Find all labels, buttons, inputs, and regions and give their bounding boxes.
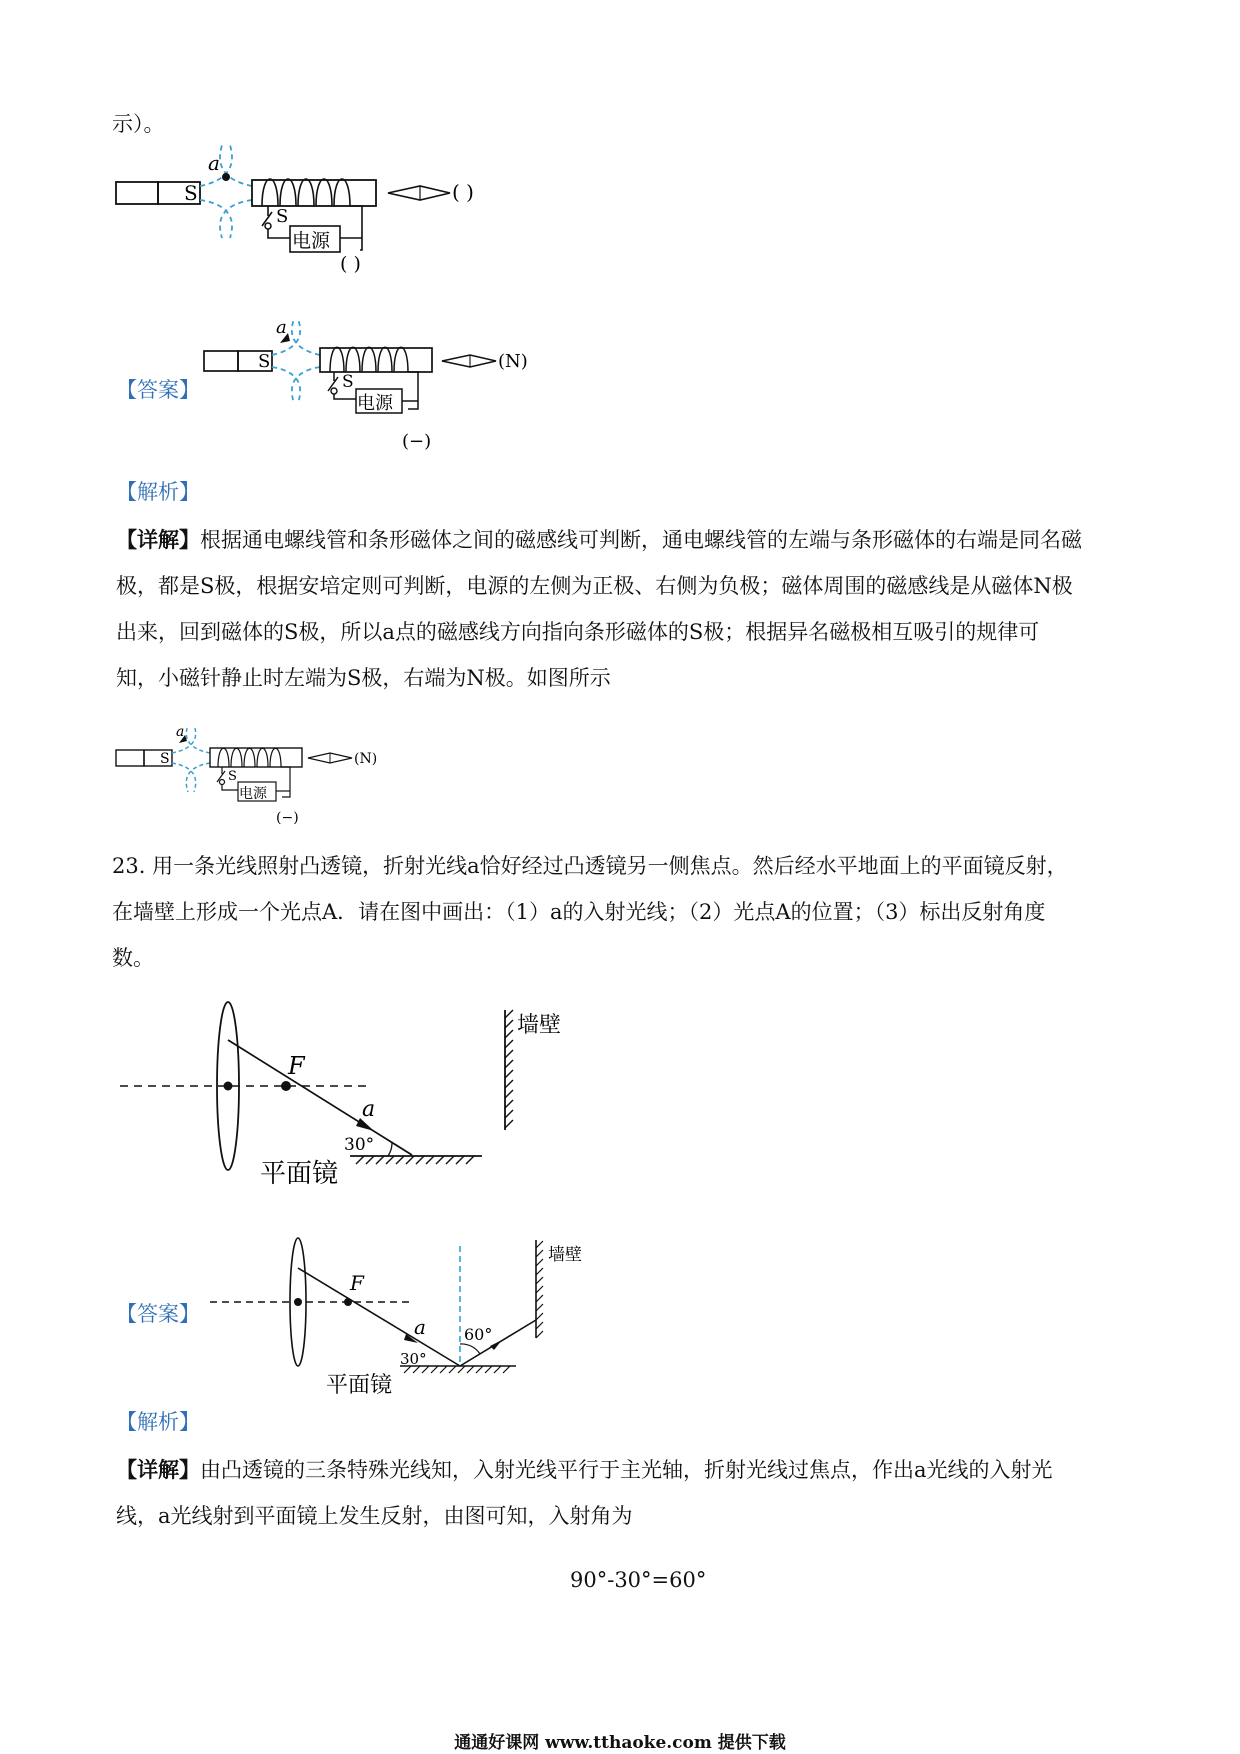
mirror-hatch <box>356 1156 474 1164</box>
q22-answer-figure <box>196 315 616 460</box>
answer-needle-pole: (N) <box>498 351 528 372</box>
q22-figure <box>100 140 580 300</box>
wall-label: 墙壁 <box>517 1013 562 1038</box>
power-label: 电源 <box>292 230 331 252</box>
angle-arc <box>388 1142 392 1156</box>
q23-equation: 90°-30°=60° <box>570 1568 707 1592</box>
compass-needle <box>388 186 450 200</box>
answer-switch-label: S <box>342 372 354 392</box>
q23-line-2: 在墙壁上形成一个光点A．请在图中画出：（1）a的入射光线；（2）光点A的位置；（3）标出反射角度 <box>112 900 1046 924</box>
refracted-ray-a <box>228 1040 412 1155</box>
needle-blank: ( ) <box>452 180 474 204</box>
magnet-pole-label: S <box>184 181 198 205</box>
q22-detail-line-1: 【详解】根据通电螺线管和条形磁体之间的磁感线可判断，通电螺线管的左端与条形磁体的右端是同名磁 <box>116 527 1082 552</box>
q23-line-3: 数。 <box>112 946 154 970</box>
answer-magnet-pole: S <box>258 351 271 372</box>
answer-point-label: a <box>276 317 287 338</box>
angle-label: 30° <box>344 1135 375 1155</box>
lens-center <box>224 1082 233 1091</box>
point-a <box>222 173 230 181</box>
top-fragment: 示）。 <box>112 112 165 136</box>
small-switch-label: S <box>228 769 237 784</box>
focus-label: F <box>288 1052 305 1080</box>
answer-power-polarity: (−) <box>402 431 432 452</box>
small-power-label: 电源 <box>239 786 267 802</box>
small-point-label: a <box>176 724 185 740</box>
switch-pivot <box>265 223 271 229</box>
q22-detail-line-3: 出来，回到磁体的S极，所以a点的磁感线方向指向条形磁体的S极；根据异名磁极相互吸引的规律可 <box>116 620 1040 644</box>
q22-detail-line-2: 极，都是S极，根据安培定则可判断，电源的左侧为正极、右侧为负极；磁体周围的磁感线是从磁体N极 <box>116 574 1073 598</box>
q22-answer-label: 【答案】 <box>116 378 200 402</box>
answer-angle-label: 30° <box>400 1350 427 1368</box>
focus-point <box>281 1081 291 1091</box>
answer-power-label: 电源 <box>357 393 393 414</box>
reflect-angle-arc <box>460 1344 480 1354</box>
small-magnet-pole: S <box>160 751 170 767</box>
small-power-polarity: (−) <box>276 810 299 826</box>
wall-hatch <box>505 1010 513 1128</box>
switch-label: S <box>276 206 289 227</box>
coil <box>262 179 350 206</box>
q23-detail-line-2: 线，a光线射到平面镜上发生反射，由图可知，入射角为 <box>116 1504 633 1528</box>
small-needle-pole: (N) <box>354 751 378 767</box>
power-blank: ( ) <box>340 253 361 275</box>
ray-label: a <box>362 1097 376 1122</box>
bar-magnet-left <box>116 182 158 204</box>
q23-analysis-label: 【解析】 <box>116 1410 200 1434</box>
answer-focus-label: F <box>350 1271 364 1295</box>
q23-figure <box>112 1000 612 1190</box>
q23-answer-label: 【答案】 <box>116 1302 200 1326</box>
answer-wall-label: 墙壁 <box>548 1245 582 1265</box>
q23-answer-figure <box>200 1236 630 1396</box>
answer-reflect-angle: 60° <box>464 1325 493 1344</box>
q23-detail-line-1: 【详解】由凸透镜的三条特殊光线知，入射光线平行于主光轴，折射光线过焦点，作出a光线的入射光 <box>116 1457 1053 1482</box>
page-footer: 通通好课网 www.tthaoke.com 提供下载 <box>454 1733 786 1753</box>
q23-line-1: 23. 用一条光线照射凸透镜，折射光线a恰好经过凸透镜另一侧焦点。然后经水平地面上的平面镜反射， <box>112 854 1068 878</box>
mirror-label: 平面镜 <box>260 1159 339 1189</box>
point-a-label: a <box>208 151 220 175</box>
answer-ray-label: a <box>414 1315 426 1339</box>
answer-mirror-label: 平面镜 <box>326 1373 393 1398</box>
q22-analysis-label: 【解析】 <box>116 480 200 504</box>
q22-small-figure <box>112 722 432 832</box>
q22-detail-line-4: 知，小磁针静止时左端为S极，右端为N极。如图所示 <box>116 666 611 690</box>
